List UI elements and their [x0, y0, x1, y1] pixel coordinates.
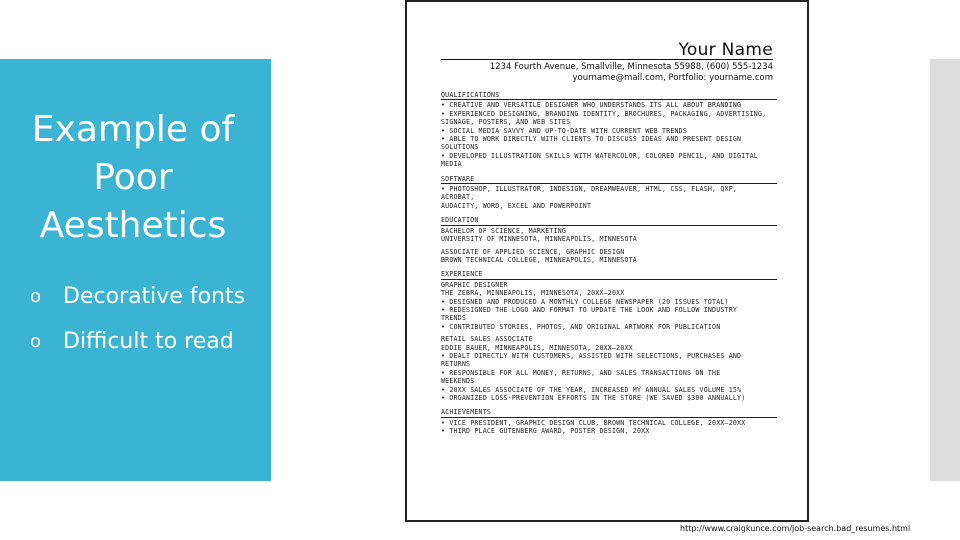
- resume-line: • EXPERIENCED DESIGNING, BRANDING IDENTITY, BROCHURES, PACKAGING, ADVERTISING,: [441, 109, 767, 118]
- resume-section-heading: SOFTWARE: [441, 175, 777, 184]
- resume-section-heading: QUALIFICATIONS: [441, 91, 777, 100]
- resume-line: BROWN TECHNICAL COLLEGE, MINNEAPOLIS, MINNESOTA: [441, 255, 637, 264]
- slide-title-line: Poor: [93, 157, 173, 198]
- resume-line: • RESPONSIBLE FOR ALL MONEY, RETURNS, AND SALES TRANSACTIONS ON THE: [441, 368, 721, 377]
- resume-line: AUDACITY, WORD, EXCEL AND POWERPOINT: [441, 201, 592, 210]
- slide-title-line: Example of: [31, 109, 235, 150]
- resume-line: SOLUTIONS: [441, 143, 479, 152]
- resume-line: • THIRD PLACE GUTENBERG AWARD, POSTER DESIGN, 20XX: [441, 427, 650, 436]
- resume-line: • 20XX SALES ASSOCIATE OF THE YEAR, INCREASED MY ANNUAL SALES VOLUME 15%: [441, 385, 742, 394]
- resume-section-heading: EDUCATION: [441, 216, 777, 225]
- resume-contact: yourname@mail.com, Portfolio: yourname.com: [572, 73, 773, 83]
- resume-line: SIGNAGE, POSTERS, AND WEB SITES: [441, 118, 571, 127]
- resume-divider: [441, 59, 773, 60]
- resume-line: • ORGANIZED LOSS-PREVENTION EFFORTS IN THE STORE (WE SAVED $300 ANNUALLY): [441, 394, 746, 402]
- resume-name: Your Name: [678, 40, 773, 60]
- resume-line: THE ZEBRA, MINNEAPOLIS, MINNESOTA, 20XX–20XX: [441, 289, 625, 298]
- bullet-item: [30, 325, 260, 358]
- resume-line: • SOCIAL MEDIA SAVVY AND UP-TO-DATE WITH CURRENT WEB TRENDS: [441, 126, 688, 135]
- slide-title: [28, 106, 238, 250]
- resume-line: ASSOCIATE OF APPLIED SCIENCE, GRAPHIC DESIGN: [441, 247, 625, 256]
- resume-line: • VICE PRESIDENT, GRAPHIC DESIGN CLUB, BROWN TECHNICAL COLLEGE, 20XX–20XX: [441, 418, 746, 427]
- side-accent-bar: [930, 59, 960, 481]
- resume-address: 1234 Fourth Avenue, Smallville, Minnesota 55988, (600) 555-1234: [489, 62, 773, 72]
- resume-line: MEDIA: [441, 160, 462, 169]
- resume-image: [405, 0, 809, 522]
- bullet-text: Difficult to read: [63, 329, 234, 354]
- resume-line: RETURNS: [441, 360, 471, 369]
- bullet-item: [30, 280, 260, 313]
- slide-title-line: Aesthetics: [39, 205, 227, 246]
- resume-line: • REDESIGNED THE LOGO AND FORMAT TO UPDATE THE LOOK AND FOLLOW INDUSTRY: [441, 305, 738, 314]
- bullet-marker-icon: o: [30, 331, 42, 352]
- resume-line: RETAIL SALES ASSOCIATE: [441, 335, 533, 344]
- bullet-marker-icon: o: [30, 286, 42, 307]
- resume-line: • DEALT DIRECTLY WITH CUSTOMERS, ASSISTED WITH SELECTIONS, PURCHASES AND: [441, 351, 742, 360]
- resume-line: WEEKENDS: [441, 377, 475, 386]
- bullet-list: [30, 280, 260, 370]
- resume-line: • CONTRIBUTED STORIES, PHOTOS, AND ORIGINAL ARTWORK FOR PUBLICATION: [441, 322, 721, 331]
- resume-line: ACROBAT,: [441, 193, 475, 202]
- source-citation: http://www.craigkunce.com/job-search.bad_resumes.html: [680, 524, 911, 533]
- resume-line: TRENDS: [441, 314, 467, 323]
- resume-section-heading: EXPERIENCE: [441, 270, 777, 279]
- bullet-text: Decorative fonts: [63, 284, 246, 309]
- resume-line: • CREATIVE AND VERSATILE DESIGNER WHO UNDERSTANDS ITS ALL ABOUT BRANDING: [441, 101, 742, 110]
- resume-line: BACHELOR OF SCIENCE, MARKETING: [441, 226, 567, 235]
- resume-section-heading: ACHIEVEMENTS: [441, 408, 777, 417]
- resume-line: • ABLE TO WORK DIRECTLY WITH CLIENTS TO DISCUSS IDEAS AND PRESENT DESIGN: [441, 135, 742, 144]
- resume-line: • PHOTOSHOP, ILLUSTRATOR, INDESIGN, DREAMWEAVER, HTML, CSS, FLASH, QXP,: [441, 185, 738, 194]
- resume-body: [441, 91, 777, 436]
- resume-line: • DEVELOPED ILLUSTRATION SKILLS WITH WATERCOLOR, COLORED PENCIL, AND DIGITAL: [441, 151, 758, 160]
- resume-line: UNIVERSITY OF MINNESOTA, MINNEAPOLIS, MINNESOTA: [441, 235, 637, 244]
- resume-line: EDDIE BAUER, MINNEAPOLIS, MINNESOTA, 20XX–20XX: [441, 343, 633, 352]
- resume-line: • DESIGNED AND PRODUCED A MONTHLY COLLEGE NEWSPAPER (20 ISSUES TOTAL): [441, 297, 729, 306]
- resume-line: GRAPHIC DESIGNER: [441, 280, 508, 289]
- resume-contact-block: [490, 62, 773, 84]
